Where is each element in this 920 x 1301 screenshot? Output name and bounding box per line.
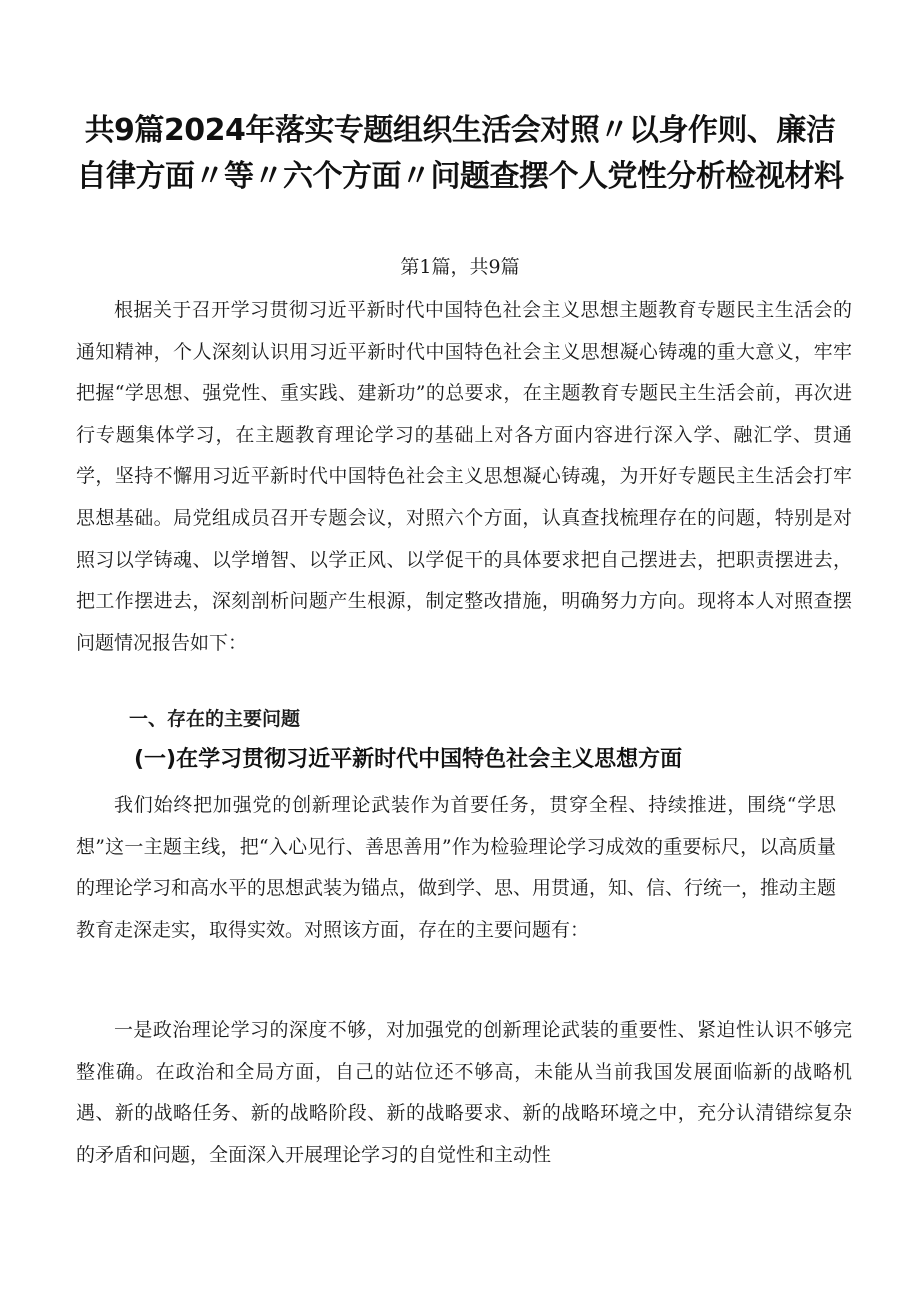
document-title (60, 108, 860, 200)
section-heading: 一、存在的主要问题 (129, 708, 301, 730)
title-line-2: 自律方面〃等〃六个方面〃问题查摆个人党性分析检视材料 (76, 159, 844, 194)
intro-paragraph: 根据关于召开学习贯彻习近平新时代中国特色社会主义思想主题教育专题民主生活会的通知精神，个人深刻认识用习近平新时代中国特色社会主义思想凝心铸魂的重大意义，牢牢把握“学思想、强党性、重实践、建新功”的总要求，在主题教育专题民主生活会前，再次进行专题集体学习，在主题教育理论学习的基础上对各方面内容进行深入学、融汇学、贯通学，坚持不懈用习近平新时代中国特色社会主义思想凝心铸魂，为开好专题民主生活会打牢思想基础。局党组成员召开专题会议，对照六个方面，认真查找梳理存在的问题，特别是对照习以学铸魂、以学增智、以学正风、以学促干的具体要求把自己摆进去，把职责摆进去，把工作摆进去，深刻剖析问题产生根源，制定整改措施，明确努力方向。现将本人对照查摆问题情况报告如下： (76, 299, 852, 654)
subsection-heading: (一)在学习贯彻习近平新时代中国特色社会主义思想方面 (134, 747, 683, 772)
title-line-1: 共9篇2024年落实专题组织生活会对照〃以身作则、廉洁 (84, 113, 836, 148)
body-paragraph: 我们始终把加强党的创新理论武装作为首要任务，贯穿全程、持续推进，围绕“学思想”这一主题主线，把“入心见行、善思善用”作为检验理论学习成效的重要标尺，以高质量的理论学习和高水平的思想武装为锚点，做到学、思、用贯通，知、信、行统一，推动主题教育走深走实，取得实效。对照该方面，存在的主要问题有： (76, 794, 837, 941)
body-paragraph: 一是政治理论学习的深度不够，对加强党的创新理论武装的重要性、紧迫性认识不够完整准确。在政治和全局方面，自己的站位还不够高，未能从当前我国发展面临新的战略机遇、新的战略任务、新的战略阶段、新的战略要求、新的战略环境之中，充分认清错综复杂的矛盾和问题，全面深入开展理论学习的自觉性和主动性 (76, 1019, 852, 1166)
article-counter: 第1篇，共9篇 (400, 256, 520, 278)
